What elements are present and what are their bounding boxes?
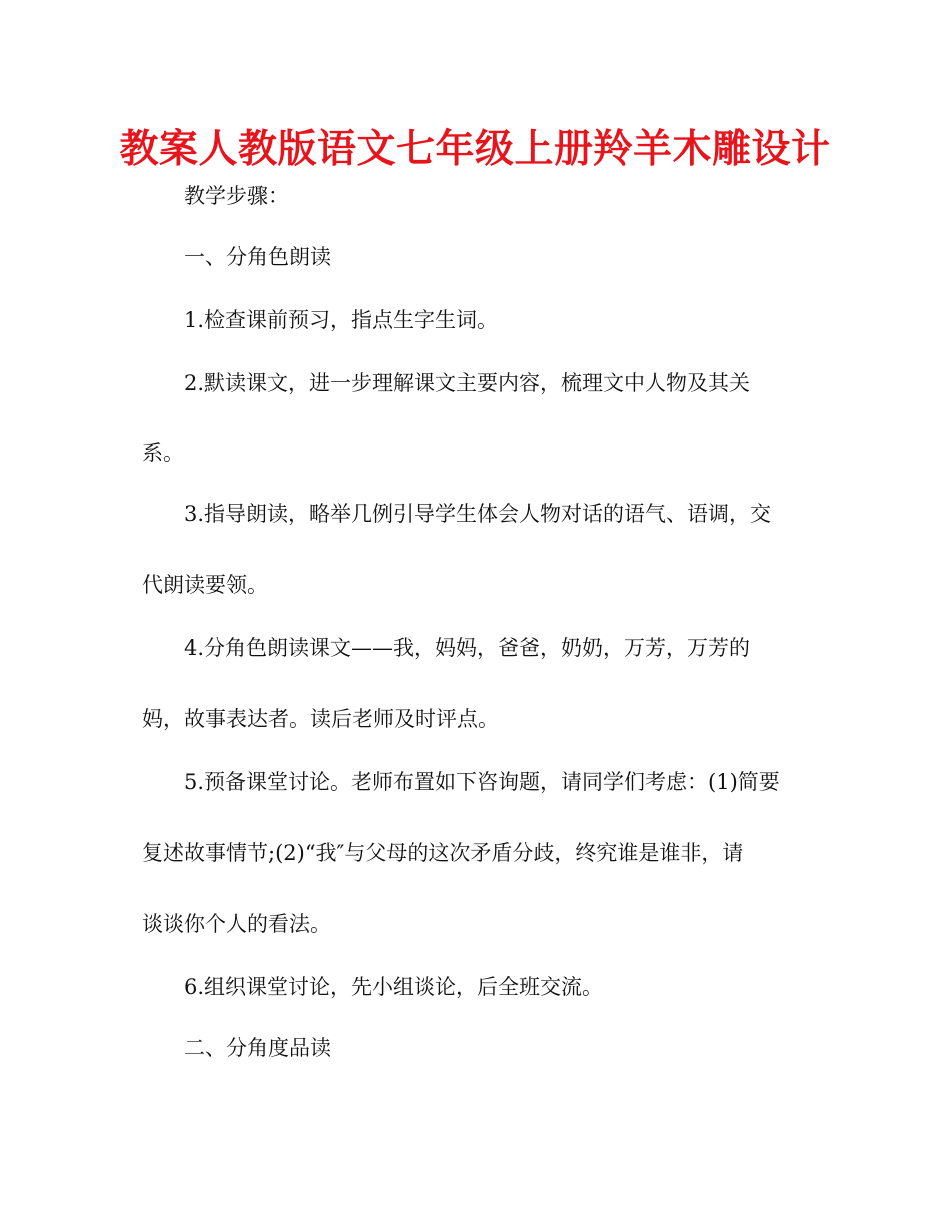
paragraph-line: 谈谈你个人的看法。 bbox=[142, 912, 331, 936]
paragraph-line: 系。 bbox=[142, 441, 184, 465]
paragraph-line: 代朗读要领。 bbox=[142, 573, 268, 597]
paragraph-line: 4.分角色朗读课文——我，妈妈，爸爸，奶奶，万芳，万芳的 bbox=[184, 636, 751, 660]
paragraph-line: 6.组织课堂讨论，先小组谈论，后全班交流。 bbox=[184, 975, 604, 999]
paragraph-line: 教学步骤： bbox=[184, 184, 289, 208]
paragraph-line: 复述故事情节;(2)“我″与父母的这次矛盾分歧，终究谁是谁非，请 bbox=[142, 841, 744, 865]
paragraph-line: 3.指导朗读，略举几例引导学生体会人物对话的语气、语调，交 bbox=[184, 502, 772, 526]
section-heading: 二、分角度品读 bbox=[184, 1036, 331, 1060]
paragraph-line: 5.预备课堂讨论。老师布置如下咨询题，请同学们考虑：(1)简要 bbox=[184, 770, 780, 794]
document-title: 教案人教版语文七年级上册羚羊木雕设计 bbox=[119, 127, 831, 172]
paragraph-line: 妈，故事表达者。读后老师及时评点。 bbox=[142, 707, 499, 731]
paragraph-line: 1.检查课前预习，指点生字生词。 bbox=[184, 308, 499, 332]
paragraph-line: 2.默读课文，进一步理解课文主要内容，梳理文中人物及其关 bbox=[184, 371, 751, 395]
section-heading: 一、分角色朗读 bbox=[184, 245, 331, 269]
